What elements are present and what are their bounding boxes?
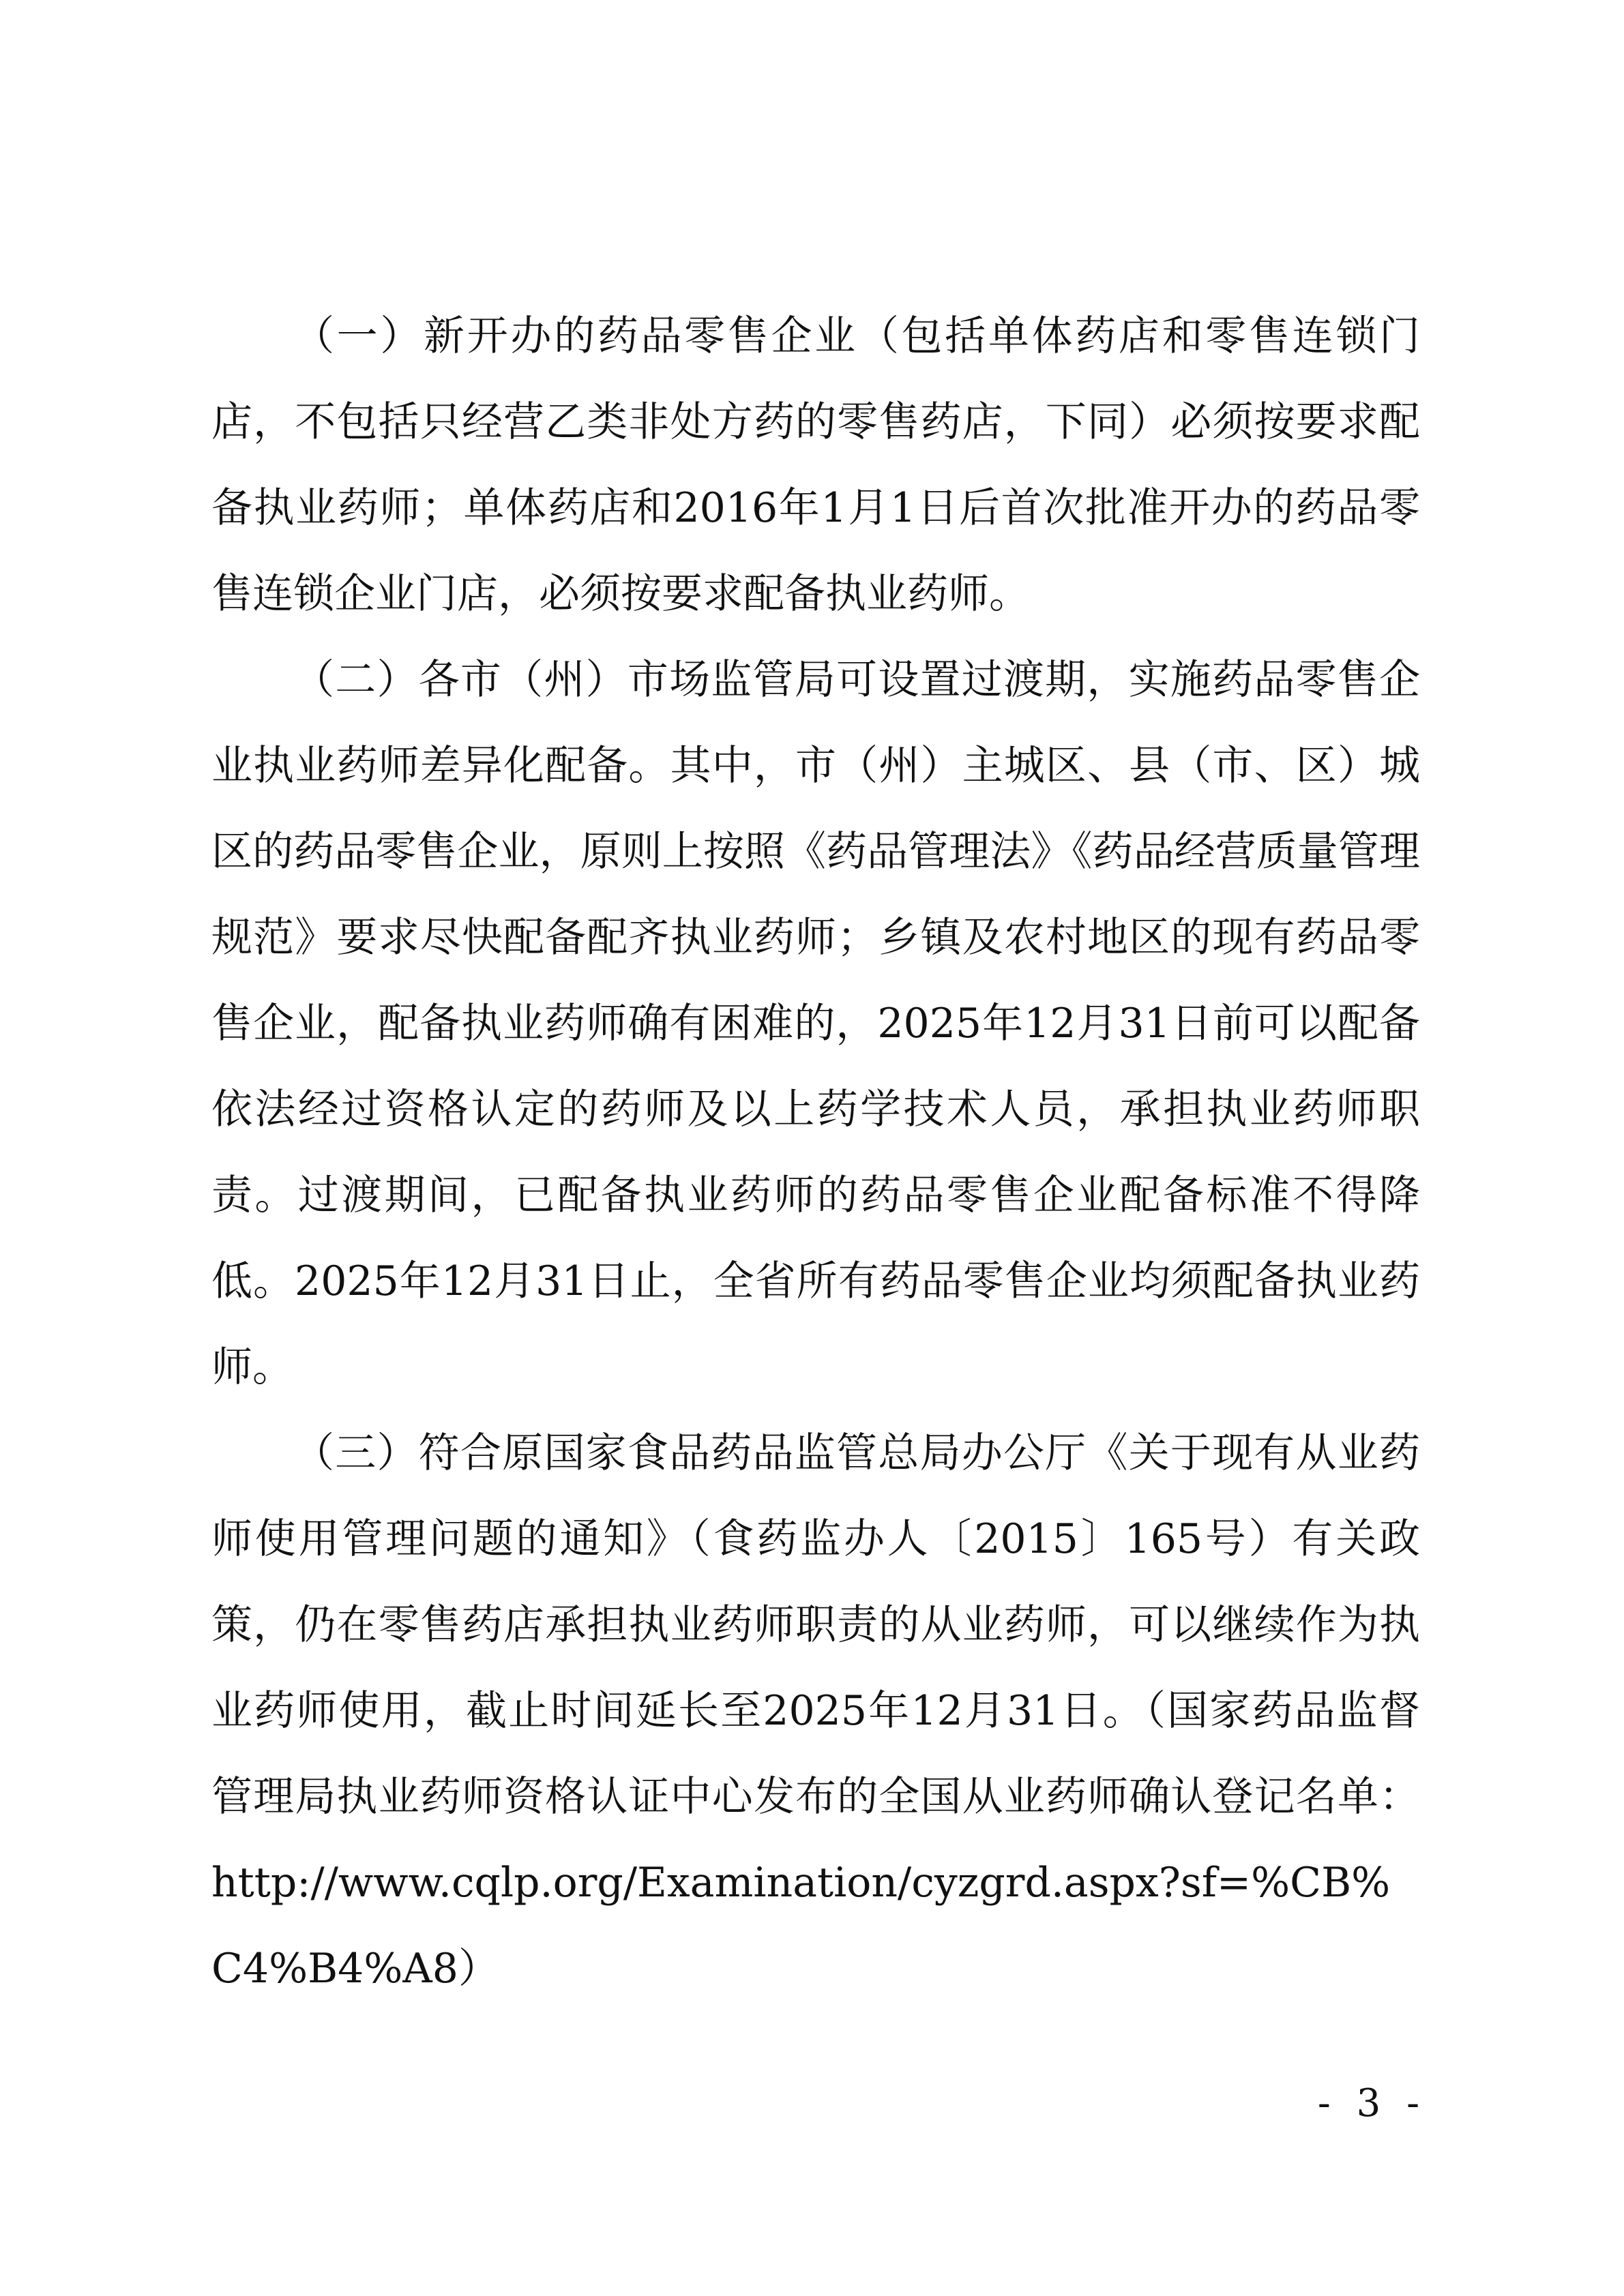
document-body: [211, 293, 1420, 2012]
paragraph-2: （二）各市（州）市场监管局可设置过渡期，实施药品零售企业执业药师差异化配备。其中，市（州）主城区、县（市、区）城区的药品零售企业，原则上按照《药品管理法》《药品经营质量管理规范》要求尽快配备配齐执业药师；乡镇及农村地区的现有药品零售企业，配备执业药师确有困难的，2025年12月31日前可以配备依法经过资格认定的药师及以上药学技术人员，承担执业药师职责。过渡期间，已配备执业药师的药品零售企业配备标准不得降低。2025年12月31日止，全省所有药品零售企业均须配备执业药师。: [211, 656, 1420, 1391]
paragraph-1: （一）新开办的药品零售企业（包括单体药店和零售连锁门店，不包括只经营乙类非处方药的零售药店，下同）必须按要求配备执业药师；单体药店和2016年1月1日后首次批准开办的药品零售连锁企业门店，必须按要求配备执业药师。: [211, 312, 1420, 618]
paragraph-3: （三）符合原国家食品药品监管总局办公厅《关于现有从业药师使用管理问题的通知》（食药监办人〔2015〕165号）有关政策，仍在零售药店承担执业药师职责的从业药师，可以继续作为执业药师使用，截止时间延长至2025年12月31日。（国家药品监督管理局执业药师资格认证中心发布的全国从业药师确认登记名单：http://www.cqlp.org/Examination/cyzgrd.aspx?sf=%CB%C4%B4%A8）: [211, 1429, 1420, 1993]
page-number: - 3 -: [1317, 2081, 1426, 2126]
